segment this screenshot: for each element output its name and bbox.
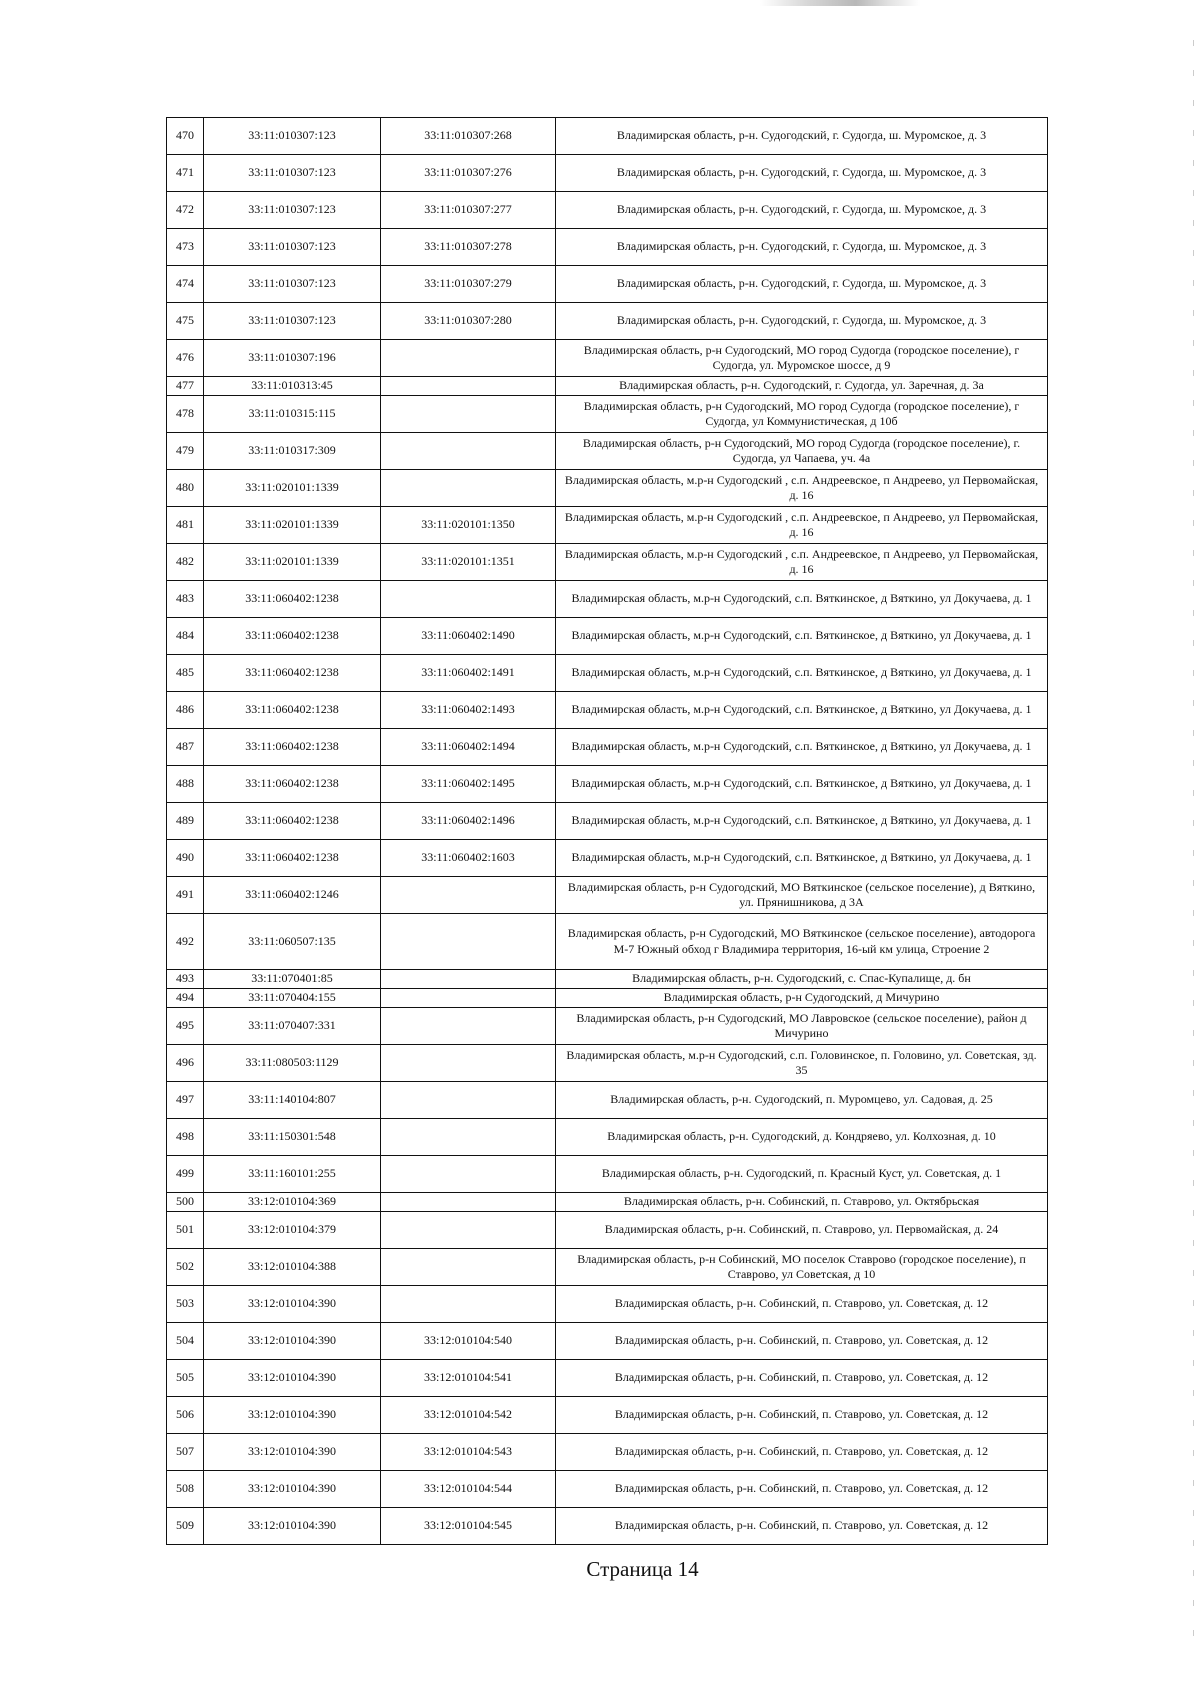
- cadastral-number: 33:11:010307:123: [204, 266, 381, 303]
- row-number: 489: [167, 803, 204, 840]
- address: Владимирская область, р-н Собинский, МО поселок Ставрово (городское поселение), п Ставрово, ул Советская, д 10: [556, 1249, 1048, 1286]
- address: Владимирская область, р-н Судогодский, МО Вяткинское (сельское поселение), автодорога М-7 Южный обход г Владимира территория, 16-ый км улица, Строение 2: [556, 914, 1048, 970]
- cadastral-number: 33:11:160101:255: [204, 1156, 381, 1193]
- table-row: [167, 1323, 1048, 1360]
- related-cadastral-number: [381, 1286, 556, 1323]
- address: Владимирская область, р-н. Собинский, п. Ставрово, ул. Советская, д. 12: [556, 1508, 1048, 1545]
- related-cadastral-number: 33:12:010104:543: [381, 1434, 556, 1471]
- address: Владимирская область, р-н. Собинский, п. Ставрово, ул. Советская, д. 12: [556, 1397, 1048, 1434]
- address: Владимирская область, м.р-н Судогодский , с.п. Андреевское, п Андреево, ул Первомайская, д. 16: [556, 507, 1048, 544]
- related-cadastral-number: 33:12:010104:544: [381, 1471, 556, 1508]
- address: Владимирская область, р-н. Судогодский, г. Судогда, ш. Муромское, д. 3: [556, 192, 1048, 229]
- address: Владимирская область, м.р-н Судогодский, с.п. Вяткинское, д Вяткино, ул Докучаева, д. 1: [556, 766, 1048, 803]
- related-cadastral-number: [381, 1119, 556, 1156]
- cadastral-number: 33:11:060402:1238: [204, 581, 381, 618]
- row-number: 492: [167, 914, 204, 970]
- row-number: 499: [167, 1156, 204, 1193]
- address: Владимирская область, м.р-н Судогодский, с.п. Вяткинское, д Вяткино, ул Докучаева, д. 1: [556, 655, 1048, 692]
- row-number: 480: [167, 470, 204, 507]
- cadastral-number: 33:11:060402:1238: [204, 692, 381, 729]
- row-number: 509: [167, 1508, 204, 1545]
- related-cadastral-number: 33:11:060402:1494: [381, 729, 556, 766]
- address: Владимирская область, м.р-н Судогодский, с.п. Вяткинское, д Вяткино, ул Докучаева, д. 1: [556, 581, 1048, 618]
- table-row: [167, 1156, 1048, 1193]
- related-cadastral-number: [381, 433, 556, 470]
- row-number: 487: [167, 729, 204, 766]
- table-row: [167, 1119, 1048, 1156]
- address: Владимирская область, р-н. Судогодский, г. Судогда, ш. Муромское, д. 3: [556, 155, 1048, 192]
- related-cadastral-number: 33:12:010104:542: [381, 1397, 556, 1434]
- address: Владимирская область, р-н. Судогодский, г. Судогда, ул. Заречная, д. 3а: [556, 377, 1048, 396]
- row-number: 483: [167, 581, 204, 618]
- cadastral-number: 33:11:070407:331: [204, 1008, 381, 1045]
- row-number: 495: [167, 1008, 204, 1045]
- related-cadastral-number: 33:11:060402:1490: [381, 618, 556, 655]
- scan-artifact: [760, 0, 920, 6]
- cadastral-number: 33:12:010104:390: [204, 1397, 381, 1434]
- cadastral-number: 33:11:060402:1238: [204, 766, 381, 803]
- related-cadastral-number: 33:11:060402:1496: [381, 803, 556, 840]
- cadastral-number: 33:11:060402:1238: [204, 729, 381, 766]
- cadastral-number: 33:11:010317:309: [204, 433, 381, 470]
- page-number: Страница 14: [586, 1557, 699, 1581]
- cadastral-number: 33:11:060402:1238: [204, 840, 381, 877]
- table-row: [167, 618, 1048, 655]
- row-number: 475: [167, 303, 204, 340]
- row-number: 485: [167, 655, 204, 692]
- row-number: 494: [167, 989, 204, 1008]
- table-row: [167, 877, 1048, 914]
- related-cadastral-number: [381, 970, 556, 989]
- cadastral-number: 33:11:010307:196: [204, 340, 381, 377]
- related-cadastral-number: [381, 877, 556, 914]
- table-row: [167, 396, 1048, 433]
- row-number: 500: [167, 1193, 204, 1212]
- related-cadastral-number: [381, 377, 556, 396]
- table-row: [167, 914, 1048, 970]
- related-cadastral-number: 33:11:010307:280: [381, 303, 556, 340]
- row-number: 479: [167, 433, 204, 470]
- table-row: [167, 470, 1048, 507]
- cadastral-number: 33:11:060402:1238: [204, 655, 381, 692]
- address: Владимирская область, м.р-н Судогодский , с.п. Андреевское, п Андреево, ул Первомайская, д. 16: [556, 470, 1048, 507]
- scan-edge-artifact: [1193, 40, 1194, 1640]
- row-number: 472: [167, 192, 204, 229]
- address: Владимирская область, м.р-н Судогодский, с.п. Вяткинское, д Вяткино, ул Докучаева, д. 1: [556, 840, 1048, 877]
- address: Владимирская область, р-н. Судогодский, г. Судогда, ш. Муромское, д. 3: [556, 266, 1048, 303]
- registry-table: [166, 117, 1048, 1545]
- cadastral-number: 33:11:140104:807: [204, 1082, 381, 1119]
- table-row: [167, 1397, 1048, 1434]
- cadastral-number: 33:11:150301:548: [204, 1119, 381, 1156]
- cadastral-number: 33:11:070401:85: [204, 970, 381, 989]
- row-number: 493: [167, 970, 204, 989]
- address: Владимирская область, р-н. Судогодский, г. Судогда, ш. Муромское, д. 3: [556, 229, 1048, 266]
- address: Владимирская область, р-н. Собинский, п. Ставрово, ул. Советская, д. 12: [556, 1286, 1048, 1323]
- row-number: 504: [167, 1323, 204, 1360]
- related-cadastral-number: [381, 1082, 556, 1119]
- table-row: [167, 1045, 1048, 1082]
- related-cadastral-number: 33:11:010307:278: [381, 229, 556, 266]
- row-number: 497: [167, 1082, 204, 1119]
- address: Владимирская область, м.р-н Судогодский , с.п. Андреевское, п Андреево, ул Первомайская, д. 16: [556, 544, 1048, 581]
- cadastral-number: 33:11:060507:135: [204, 914, 381, 970]
- address: Владимирская область, р-н Судогодский, д Мичурино: [556, 989, 1048, 1008]
- related-cadastral-number: 33:11:060402:1491: [381, 655, 556, 692]
- row-number: 491: [167, 877, 204, 914]
- table-row: [167, 155, 1048, 192]
- table-row: [167, 692, 1048, 729]
- table-row: [167, 1286, 1048, 1323]
- table-row: [167, 1508, 1048, 1545]
- table-row: [167, 507, 1048, 544]
- row-number: 482: [167, 544, 204, 581]
- row-number: 478: [167, 396, 204, 433]
- cadastral-number: 33:11:010307:123: [204, 229, 381, 266]
- cadastral-number: 33:11:010313:45: [204, 377, 381, 396]
- cadastral-number: 33:11:010315:115: [204, 396, 381, 433]
- address: Владимирская область, р-н Судогодский, МО город Судогда (городское поселение), г. Судогда, ул Чапаева, уч. 4а: [556, 433, 1048, 470]
- table-row: [167, 1434, 1048, 1471]
- address: Владимирская область, м.р-н Судогодский, с.п. Вяткинское, д Вяткино, ул Докучаева, д. 1: [556, 618, 1048, 655]
- related-cadastral-number: 33:11:010307:268: [381, 118, 556, 155]
- cadastral-number: 33:12:010104:390: [204, 1508, 381, 1545]
- related-cadastral-number: [381, 1008, 556, 1045]
- related-cadastral-number: [381, 1193, 556, 1212]
- related-cadastral-number: [381, 989, 556, 1008]
- address: Владимирская область, р-н. Собинский, п. Ставрово, ул. Советская, д. 12: [556, 1323, 1048, 1360]
- row-number: 481: [167, 507, 204, 544]
- row-number: 488: [167, 766, 204, 803]
- cadastral-number: 33:11:010307:123: [204, 118, 381, 155]
- row-number: 490: [167, 840, 204, 877]
- address: Владимирская область, м.р-н Судогодский, с.п. Вяткинское, д Вяткино, ул Докучаева, д. 1: [556, 692, 1048, 729]
- address: Владимирская область, р-н Судогодский, МО Вяткинское (сельское поселение), д Вяткино, ул. Прянишникова, д 3А: [556, 877, 1048, 914]
- table-row: [167, 655, 1048, 692]
- address: Владимирская область, р-н Судогодский, МО Лавровское (сельское поселение), район д Мичурино: [556, 1008, 1048, 1045]
- cadastral-number: 33:11:010307:123: [204, 303, 381, 340]
- row-number: 502: [167, 1249, 204, 1286]
- address: Владимирская область, р-н. Судогодский, с. Спас-Купалище, д. бн: [556, 970, 1048, 989]
- related-cadastral-number: 33:11:020101:1351: [381, 544, 556, 581]
- cadastral-number: 33:12:010104:390: [204, 1471, 381, 1508]
- related-cadastral-number: [381, 470, 556, 507]
- cadastral-number: 33:11:020101:1339: [204, 544, 381, 581]
- table-row: [167, 192, 1048, 229]
- related-cadastral-number: 33:12:010104:541: [381, 1360, 556, 1397]
- address: Владимирская область, м.р-н Судогодский, с.п. Головинское, п. Головино, ул. Советская, зд. 35: [556, 1045, 1048, 1082]
- row-number: 484: [167, 618, 204, 655]
- related-cadastral-number: 33:12:010104:540: [381, 1323, 556, 1360]
- cadastral-number: 33:12:010104:390: [204, 1360, 381, 1397]
- cadastral-number: 33:11:060402:1238: [204, 618, 381, 655]
- address: Владимирская область, р-н. Собинский, п. Ставрово, ул. Советская, д. 12: [556, 1434, 1048, 1471]
- address: Владимирская область, р-н. Собинский, п. Ставрово, ул. Первомайская, д. 24: [556, 1212, 1048, 1249]
- related-cadastral-number: [381, 1156, 556, 1193]
- address: Владимирская область, р-н. Судогодский, г. Судогда, ш. Муромское, д. 3: [556, 303, 1048, 340]
- address: Владимирская область, р-н. Судогодский, г. Судогда, ш. Муромское, д. 3: [556, 118, 1048, 155]
- address: Владимирская область, р-н Судогодский, МО город Судогда (городское поселение), г Судогда, ул. Муромское шоссе, д 9: [556, 340, 1048, 377]
- address: Владимирская область, р-н Судогодский, МО город Судогда (городское поселение), г Судогда, ул Коммунистическая, д 10б: [556, 396, 1048, 433]
- address: Владимирская область, р-н. Судогодский, п. Красный Куст, ул. Советская, д. 1: [556, 1156, 1048, 1193]
- address: Владимирская область, м.р-н Судогодский, с.п. Вяткинское, д Вяткино, ул Докучаева, д. 1: [556, 729, 1048, 766]
- address: Владимирская область, р-н. Собинский, п. Ставрово, ул. Советская, д. 12: [556, 1360, 1048, 1397]
- address: Владимирская область, р-н. Собинский, п. Ставрово, ул. Октябрьская: [556, 1193, 1048, 1212]
- related-cadastral-number: [381, 340, 556, 377]
- related-cadastral-number: [381, 1045, 556, 1082]
- address: Владимирская область, м.р-н Судогодский, с.п. Вяткинское, д Вяткино, ул Докучаева, д. 1: [556, 803, 1048, 840]
- row-number: 473: [167, 229, 204, 266]
- row-number: 505: [167, 1360, 204, 1397]
- related-cadastral-number: [381, 396, 556, 433]
- table-row: [167, 433, 1048, 470]
- related-cadastral-number: 33:11:020101:1350: [381, 507, 556, 544]
- row-number: 474: [167, 266, 204, 303]
- table-row: [167, 1008, 1048, 1045]
- related-cadastral-number: 33:11:010307:276: [381, 155, 556, 192]
- table-row: [167, 1193, 1048, 1212]
- related-cadastral-number: [381, 581, 556, 618]
- row-number: 477: [167, 377, 204, 396]
- table-row: [167, 544, 1048, 581]
- cadastral-number: 33:12:010104:390: [204, 1323, 381, 1360]
- table-row: [167, 970, 1048, 989]
- cadastral-number: 33:12:010104:390: [204, 1434, 381, 1471]
- cadastral-number: 33:11:060402:1238: [204, 803, 381, 840]
- cadastral-number: 33:11:020101:1339: [204, 507, 381, 544]
- address: Владимирская область, р-н. Судогодский, п. Муромцево, ул. Садовая, д. 25: [556, 1082, 1048, 1119]
- row-number: 507: [167, 1434, 204, 1471]
- related-cadastral-number: 33:11:060402:1495: [381, 766, 556, 803]
- cadastral-number: 33:11:080503:1129: [204, 1045, 381, 1082]
- cadastral-number: 33:12:010104:369: [204, 1193, 381, 1212]
- table-row: [167, 377, 1048, 396]
- related-cadastral-number: 33:11:060402:1493: [381, 692, 556, 729]
- related-cadastral-number: 33:11:060402:1603: [381, 840, 556, 877]
- table-row: [167, 989, 1048, 1008]
- related-cadastral-number: 33:11:010307:277: [381, 192, 556, 229]
- related-cadastral-number: [381, 1212, 556, 1249]
- table-row: [167, 118, 1048, 155]
- row-number: 503: [167, 1286, 204, 1323]
- cadastral-number: 33:12:010104:390: [204, 1286, 381, 1323]
- table-row: [167, 229, 1048, 266]
- cadastral-number: 33:12:010104:379: [204, 1212, 381, 1249]
- row-number: 501: [167, 1212, 204, 1249]
- related-cadastral-number: 33:11:010307:279: [381, 266, 556, 303]
- table-row: [167, 1360, 1048, 1397]
- table-row: [167, 729, 1048, 766]
- registry-table-body: [167, 118, 1048, 1545]
- cadastral-number: 33:11:010307:123: [204, 192, 381, 229]
- row-number: 476: [167, 340, 204, 377]
- address: Владимирская область, р-н. Судогодский, д. Кондряево, ул. Колхозная, д. 10: [556, 1119, 1048, 1156]
- row-number: 486: [167, 692, 204, 729]
- row-number: 470: [167, 118, 204, 155]
- table-row: [167, 266, 1048, 303]
- table-row: [167, 340, 1048, 377]
- table-row: [167, 840, 1048, 877]
- table-row: [167, 303, 1048, 340]
- row-number: 496: [167, 1045, 204, 1082]
- cadastral-number: 33:11:070404:155: [204, 989, 381, 1008]
- related-cadastral-number: [381, 914, 556, 970]
- table-row: [167, 1471, 1048, 1508]
- cadastral-number: 33:12:010104:388: [204, 1249, 381, 1286]
- related-cadastral-number: 33:12:010104:545: [381, 1508, 556, 1545]
- row-number: 471: [167, 155, 204, 192]
- table-row: [167, 766, 1048, 803]
- related-cadastral-number: [381, 1249, 556, 1286]
- table-row: [167, 803, 1048, 840]
- row-number: 506: [167, 1397, 204, 1434]
- address: Владимирская область, р-н. Собинский, п. Ставрово, ул. Советская, д. 12: [556, 1471, 1048, 1508]
- table-row: [167, 1082, 1048, 1119]
- row-number: 498: [167, 1119, 204, 1156]
- cadastral-number: 33:11:060402:1246: [204, 877, 381, 914]
- cadastral-number: 33:11:010307:123: [204, 155, 381, 192]
- cadastral-number: 33:11:020101:1339: [204, 470, 381, 507]
- table-row: [167, 1249, 1048, 1286]
- row-number: 508: [167, 1471, 204, 1508]
- table-row: [167, 581, 1048, 618]
- table-row: [167, 1212, 1048, 1249]
